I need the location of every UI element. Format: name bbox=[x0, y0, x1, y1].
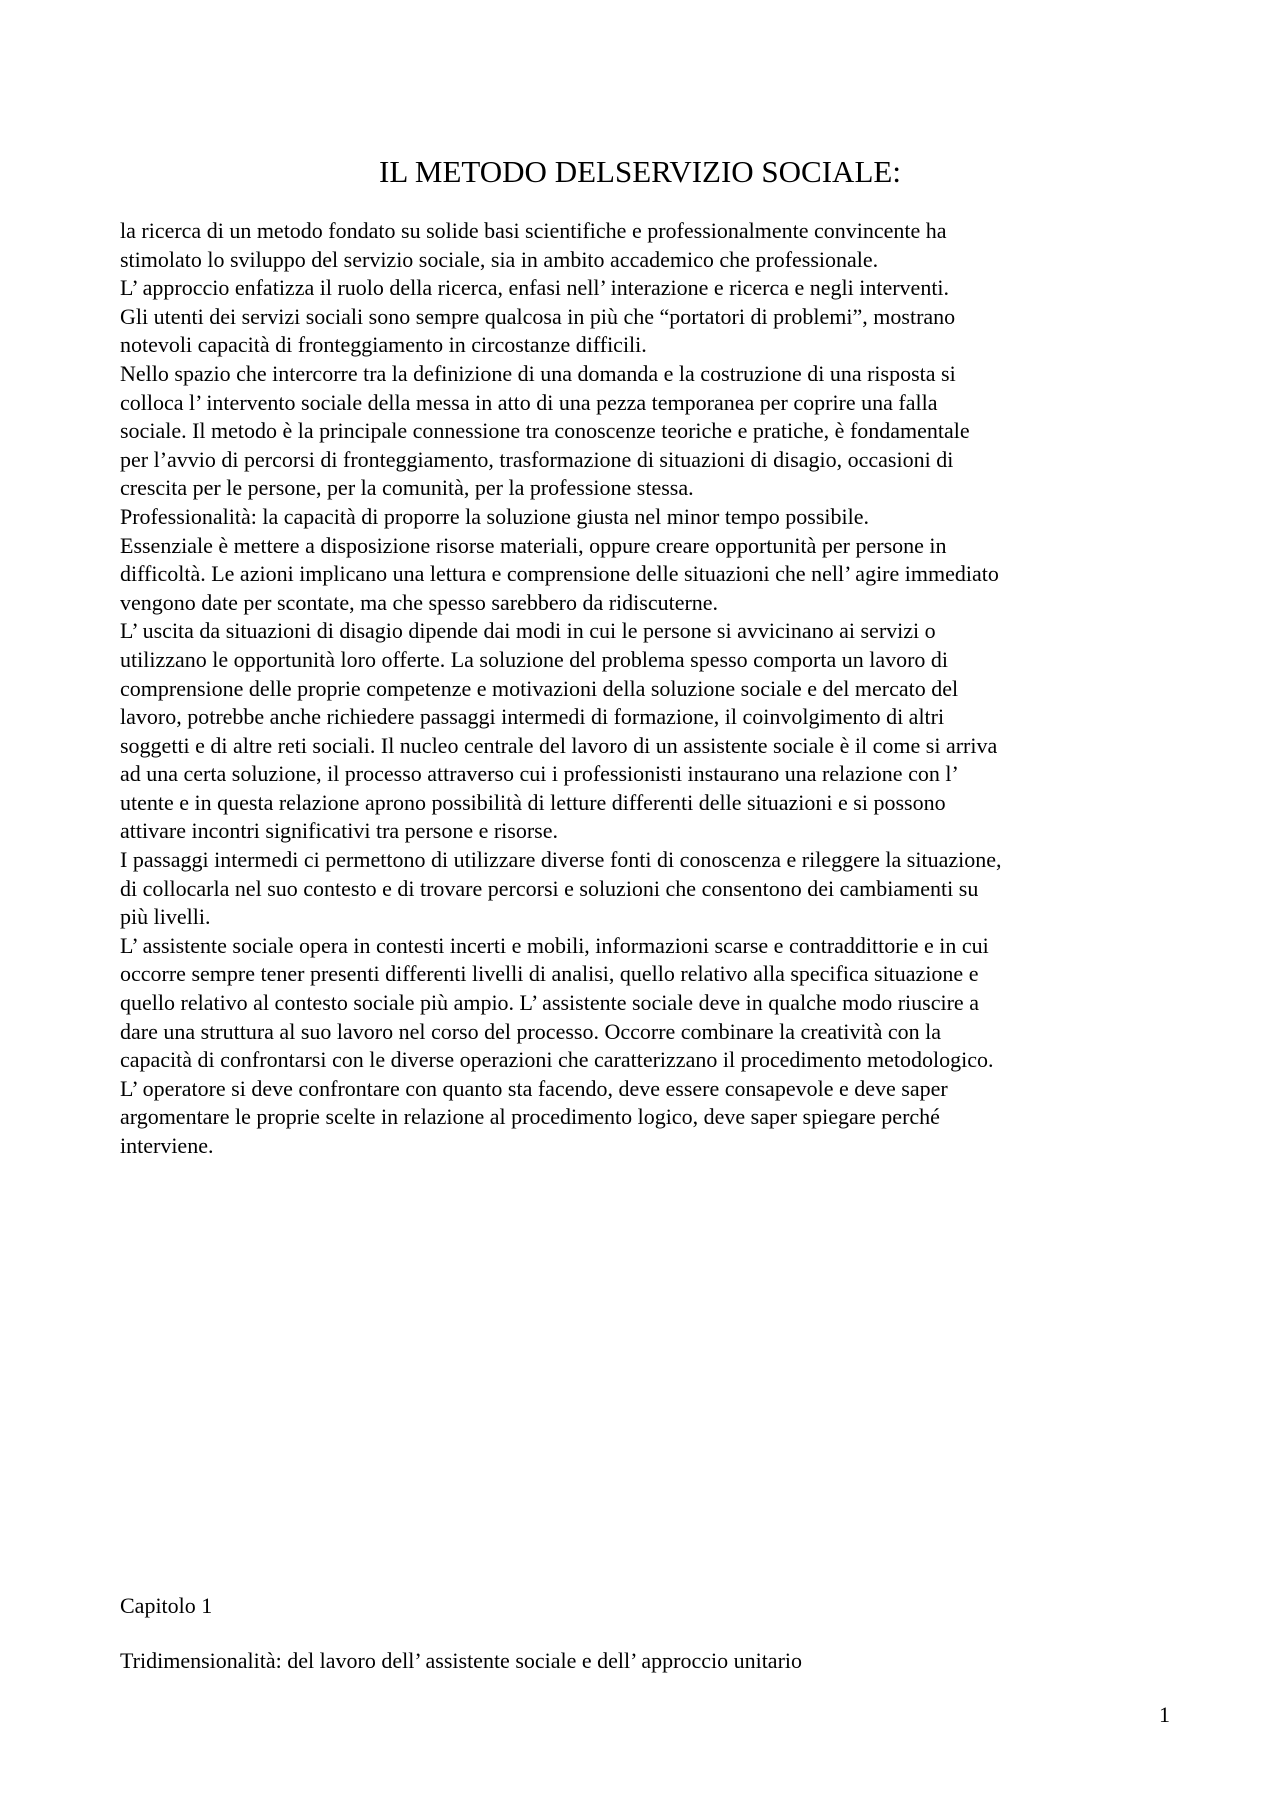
text-line: per l’avvio di percorsi di fronteggiamento, trasformazione di situazioni di disagio, occasioni di bbox=[120, 446, 954, 472]
chapter-label: Capitolo 1 bbox=[120, 1593, 213, 1618]
text-line: utilizzano le opportunità loro offerte. La soluzione del problema spesso comporta un lavoro di bbox=[120, 646, 949, 672]
text-line: ad una certa soluzione, il processo attraverso cui i professionisti instaurano una relazione con l’ bbox=[120, 761, 959, 787]
text-line: occorre sempre tener presenti differenti livelli di analisi, quello relativo alla specifica situazione e bbox=[120, 961, 979, 987]
text-line: Essenziale è mettere a disposizione risorse materiali, oppure creare opportunità per persone in bbox=[120, 532, 947, 558]
text-line: Gli utenti dei servizi sociali sono sempre qualcosa in più che “portatori di problemi”, mostrano bbox=[120, 303, 956, 329]
text-line: utente e in questa relazione aprono possibilità di letture differenti delle situazioni e si possono bbox=[120, 789, 946, 815]
text-line: comprensione delle proprie competenze e motivazioni della soluzione sociale e del mercato del bbox=[120, 675, 959, 701]
text-line: I passaggi intermedi ci permettono di utilizzare diverse fonti di conoscenza e rileggere la situazione, bbox=[120, 847, 1002, 873]
body-text bbox=[120, 217, 1180, 1161]
text-line: Professionalità: la capacità di proporre la soluzione giusta nel minor tempo possibile. bbox=[120, 503, 870, 529]
text-line: dare una struttura al suo lavoro nel corso del processo. Occorre combinare la creatività con la bbox=[120, 1018, 941, 1044]
text-line: Nello spazio che intercorre tra la definizione di una domanda e la costruzione di una risposta si bbox=[120, 360, 956, 386]
text-line: difficoltà. Le azioni implicano una lettura e comprensione delle situazioni che nell’ agire immediato bbox=[120, 561, 999, 587]
text-line: vengono date per scontate, ma che spesso sarebbero da ridiscuterne. bbox=[120, 589, 719, 615]
text-line: la ricerca di un metodo fondato su solide basi scientifiche e professionalmente convincente ha bbox=[120, 218, 947, 243]
chapter-subtitle: Tridimensionalità: del lavoro dell’ assistente sociale e dell’ approccio unitario bbox=[120, 1648, 803, 1673]
text-line: L’ operatore si deve confrontare con quanto sta facendo, deve essere consapevole e deve saper bbox=[120, 1075, 948, 1101]
text-line: attivare incontri significativi tra persone e risorse. bbox=[120, 818, 559, 844]
text-line: quello relativo al contesto sociale più ampio. L’ assistente sociale deve in qualche modo riuscire a bbox=[120, 990, 979, 1016]
text-line: notevoli capacità di fronteggiamento in circostanze difficili. bbox=[120, 332, 647, 358]
text-line: L’ uscita da situazioni di disagio dipende dai modi in cui le persone si avvicinano ai servizi o bbox=[120, 618, 936, 644]
text-line: lavoro, potrebbe anche richiedere passaggi intermedi di formazione, il coinvolgimento di altri bbox=[120, 704, 945, 730]
text-line: di collocarla nel suo contesto e di trovare percorsi e soluzioni che consentono dei cambiamenti su bbox=[120, 875, 979, 901]
text-line: colloca l’ intervento sociale della messa in atto di una pezza temporanea per coprire una falla bbox=[120, 389, 938, 415]
text-line: soggetti e di altre reti sociali. Il nucleo centrale del lavoro di un assistente sociale è il come si arriva bbox=[120, 732, 998, 758]
text-line: L’ assistente sociale opera in contesti incerti e mobili, informazioni scarse e contraddittorie e in cui bbox=[120, 932, 989, 958]
text-line: capacità di confrontarsi con le diverse operazioni che caratterizzano il procedimento metodologico. bbox=[120, 1047, 994, 1073]
text-line: crescita per le persone, per la comunità, per la professione stessa. bbox=[120, 475, 694, 501]
document-title: IL METODO DELSERVIZIO SOCIALE: bbox=[379, 154, 901, 189]
text-line: stimolato lo sviluppo del servizio sociale, sia in ambito accademico che professionale. bbox=[120, 246, 879, 272]
text-line: più livelli. bbox=[120, 904, 211, 930]
text-line: sociale. Il metodo è la principale connessione tra conoscenze teoriche e pratiche, è fondamentale bbox=[120, 418, 970, 444]
page-number: 1 bbox=[1159, 1702, 1170, 1727]
text-line: interviene. bbox=[120, 1133, 214, 1158]
text-line: argomentare le proprie scelte in relazione al procedimento logico, deve saper spiegare perché bbox=[120, 1104, 940, 1130]
text-line: L’ approccio enfatizza il ruolo della ricerca, enfasi nell’ interazione e ricerca e negli interventi. bbox=[120, 275, 950, 301]
